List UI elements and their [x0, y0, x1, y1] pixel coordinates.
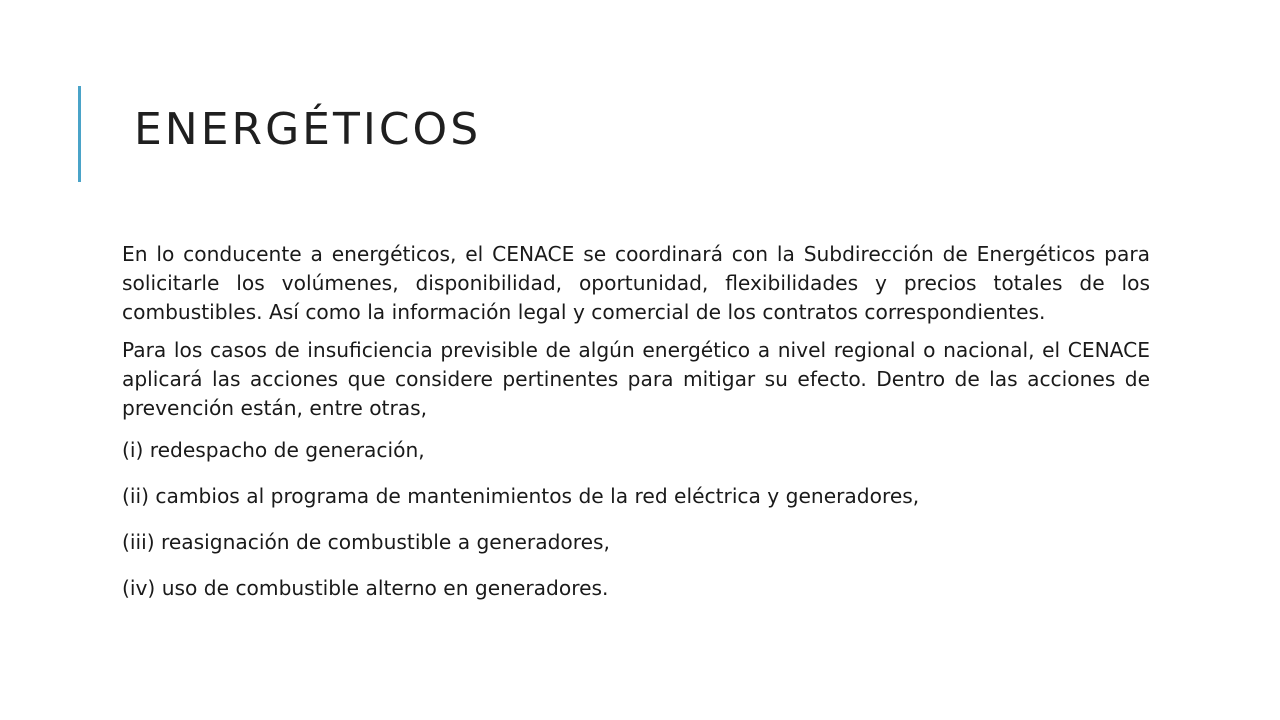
slide-body — [122, 240, 1150, 603]
paragraph-intro: En lo conducente a energéticos, el CENACE se coordinará con la Subdirección de Energéticos para solicitarle los volúmenes, disponibilidad, oportunidad, flexibilidades y precios totales de los combustibles. Así como la información legal y comercial de los contratos correspondientes. — [122, 242, 1150, 324]
slide-title: ENERGÉTICOS — [134, 104, 482, 155]
list-item-mantenimientos: (ii) cambios al programa de mantenimientos de la red eléctrica y generadores, — [122, 484, 920, 508]
title-accent-bar — [78, 86, 81, 182]
list-item-reasignacion: (iii) reasignación de combustible a generadores, — [122, 530, 610, 554]
list-item-redespacho: (i) redespacho de generación, — [122, 438, 425, 462]
paragraph-insufficiency: Para los casos de insuficiencia previsible de algún energético a nivel regional o nacional, el CENACE aplicará las acciones que considere pertinentes para mitigar su efecto. Dentro de las acciones de prevención están, entre otras, — [122, 338, 1150, 420]
list-item-combustible-alterno: (iv) uso de combustible alterno en generadores. — [122, 576, 609, 600]
